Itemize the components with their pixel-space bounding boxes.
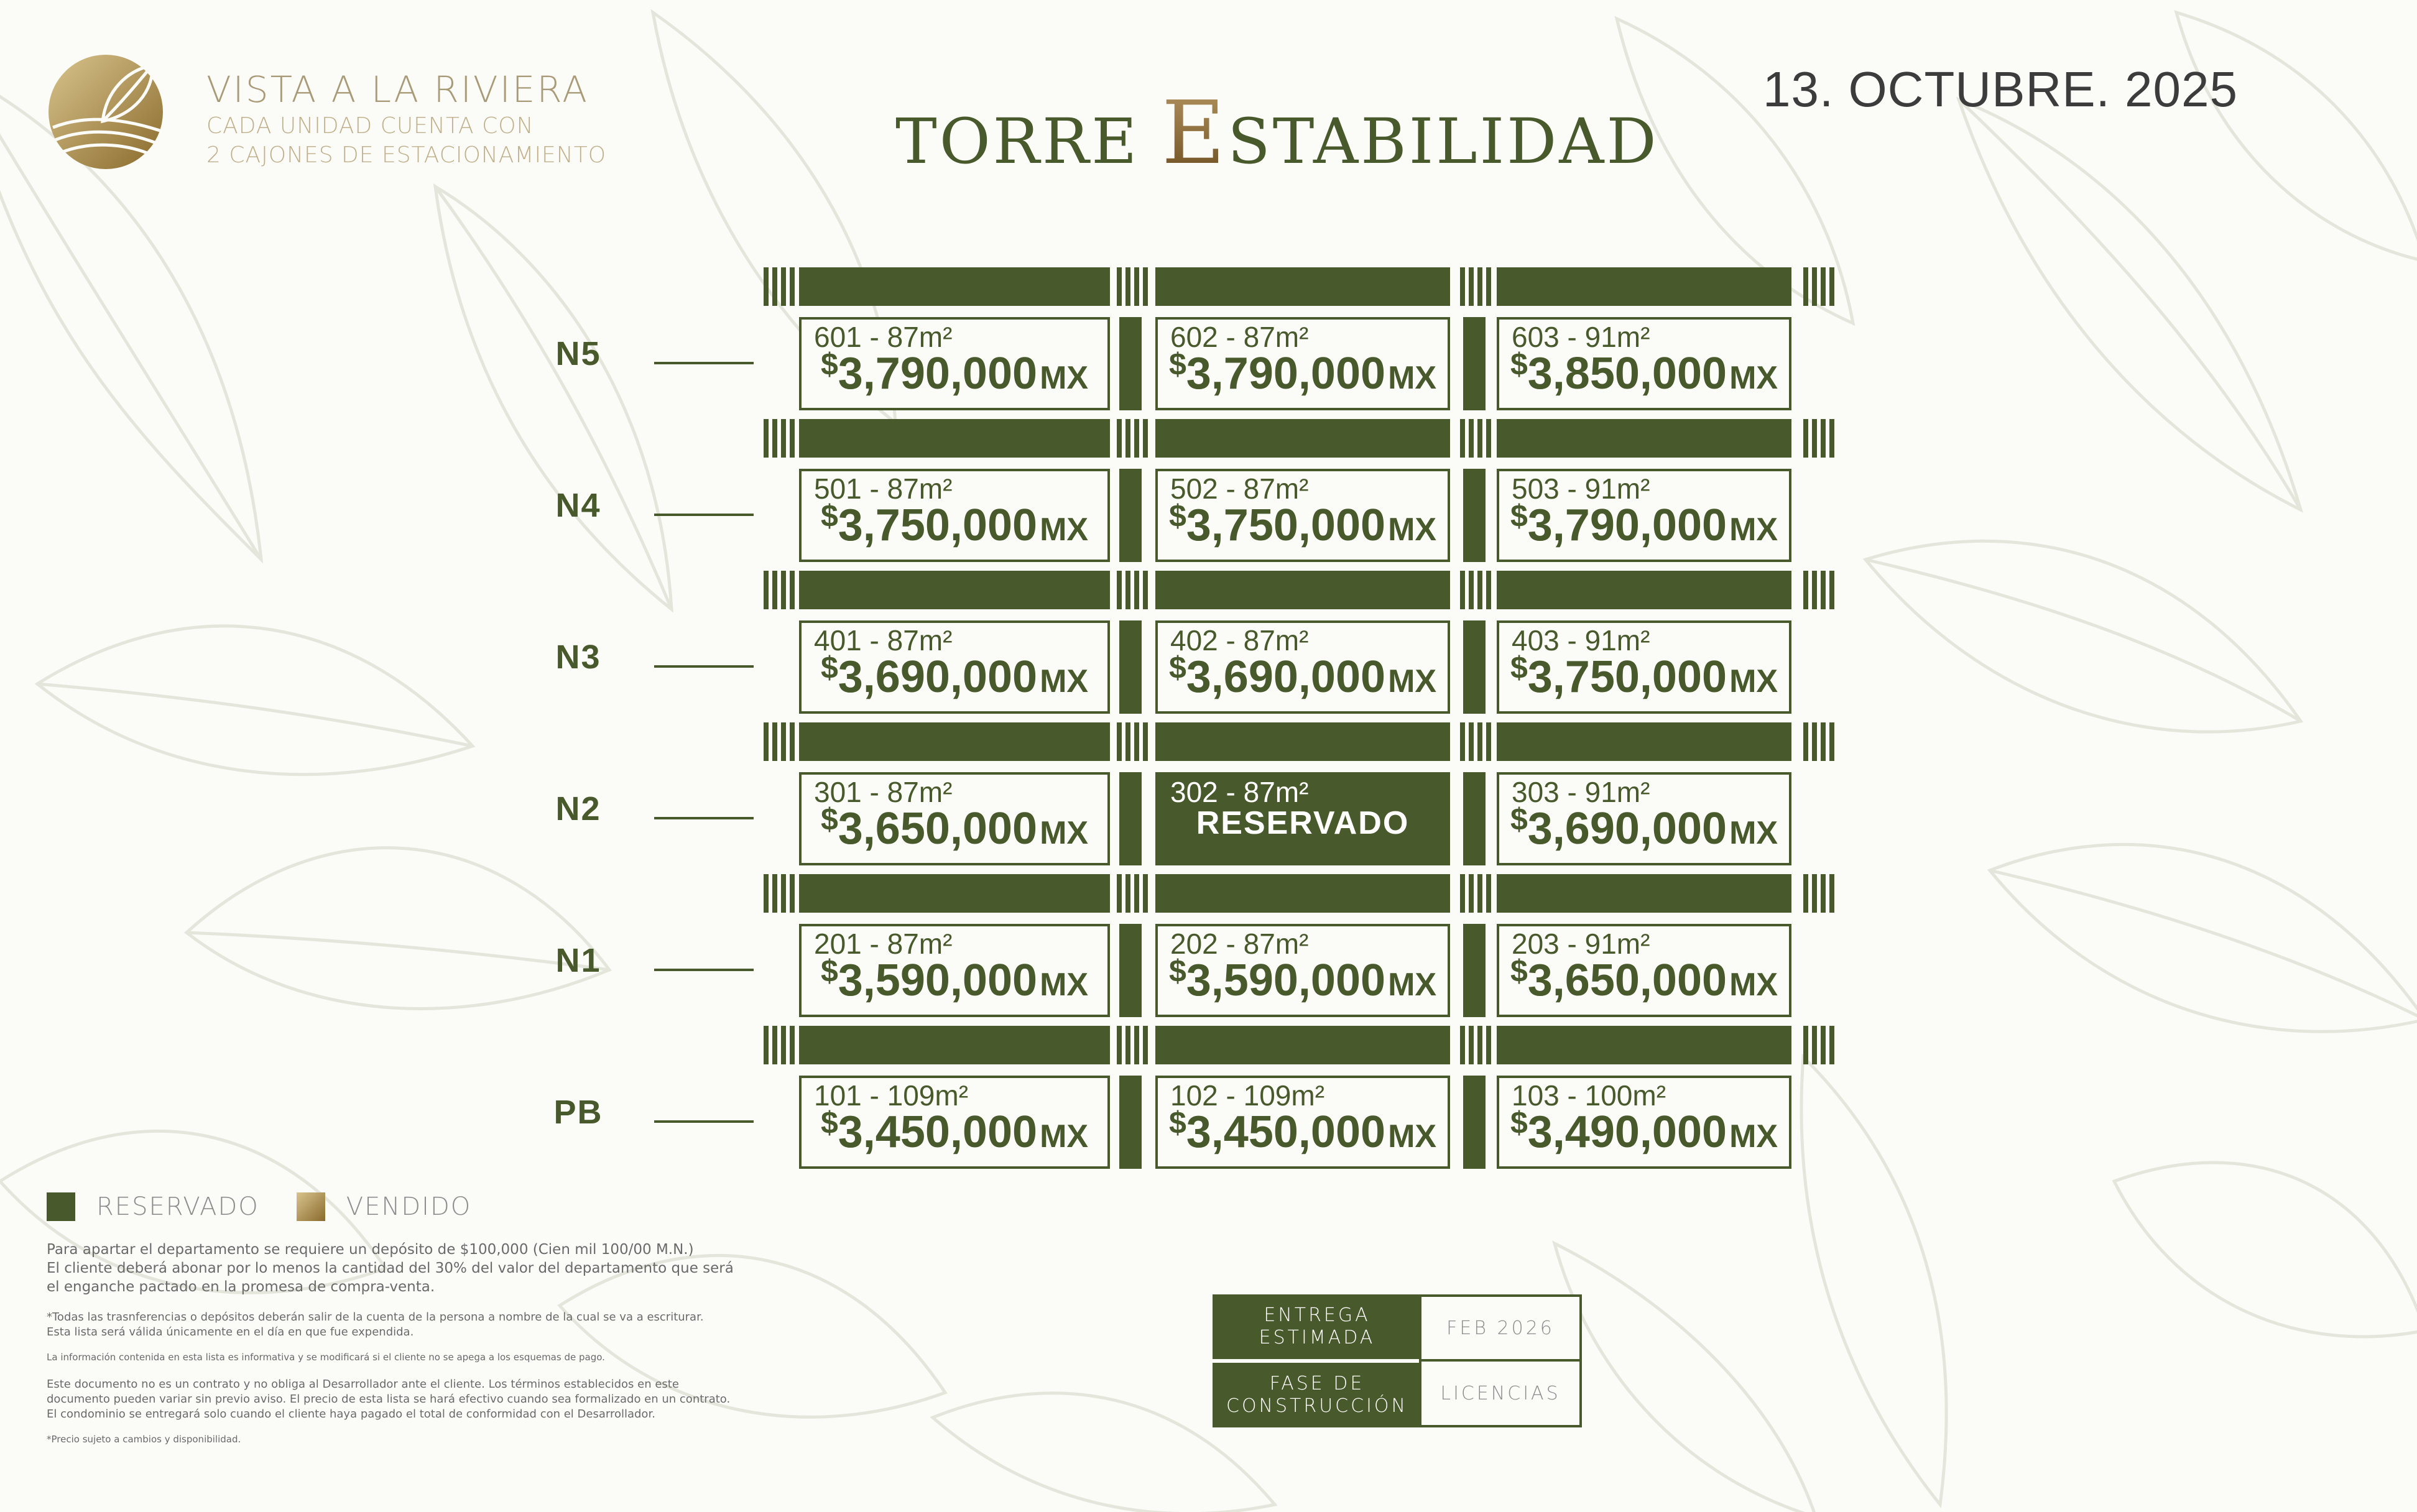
unit-id: 102 - 109m² xyxy=(1170,1079,1325,1112)
transfer-note xyxy=(47,1310,793,1340)
unit-price xyxy=(1499,490,1789,556)
unit-card[interactable] xyxy=(1155,469,1450,562)
floor-label: N5 xyxy=(555,335,601,372)
price-disclaimer: *Precio sujeto a cambios y disponibilidad. xyxy=(47,1434,241,1445)
unit-id: 103 - 100m² xyxy=(1512,1079,1666,1112)
unit-card[interactable] xyxy=(1155,924,1450,1017)
delivery-key-line-2: ESTIMADA xyxy=(1259,1327,1375,1348)
contract-note xyxy=(47,1377,793,1422)
floor-leader-line xyxy=(654,969,754,971)
floor-label: N3 xyxy=(555,638,601,676)
legend-sold-label: VENDIDO xyxy=(346,1192,472,1221)
slab-stair-stripes xyxy=(764,1026,798,1064)
unit-card[interactable] xyxy=(1155,772,1450,865)
unit-price xyxy=(802,642,1107,708)
unit-card[interactable] xyxy=(1497,469,1791,562)
structural-pillar xyxy=(1463,924,1486,1017)
structural-pillar xyxy=(1463,317,1486,410)
structural-pillar xyxy=(1119,1076,1142,1169)
deposit-note-line-3: el enganche pactado en la promesa de compra-venta. xyxy=(47,1279,435,1295)
floor-slab-bar xyxy=(1155,571,1450,609)
unit-id: 203 - 91m² xyxy=(1512,928,1650,960)
floor-leader-line xyxy=(654,1120,754,1123)
unit-price xyxy=(1158,1097,1448,1163)
unit-id: 401 - 87m² xyxy=(814,624,953,657)
currency-suffix: MX xyxy=(1729,663,1778,699)
currency-symbol: $ xyxy=(1168,347,1186,382)
currency-suffix: MX xyxy=(1388,663,1437,699)
currency-suffix: MX xyxy=(1040,663,1089,699)
terms-notes xyxy=(47,1240,793,1459)
currency-symbol: $ xyxy=(1510,347,1528,382)
unit-price xyxy=(802,793,1107,859)
unit-price xyxy=(1158,490,1448,556)
unit-id: 302 - 87m² xyxy=(1170,776,1309,808)
tower-title-rest: STABILIDAD xyxy=(1227,105,1659,178)
floor-slab-bar xyxy=(1497,1026,1791,1064)
delivery-key-line-1: ENTREGA xyxy=(1264,1304,1370,1326)
unit-price xyxy=(1499,1097,1789,1163)
slab-stair-stripes xyxy=(764,419,798,458)
construction-phase-key xyxy=(1213,1363,1421,1427)
floor-leader-line xyxy=(654,362,754,364)
currency-suffix: MX xyxy=(1388,967,1437,1003)
transfer-note-line-2: Esta lista será válida únicamente en el día en que fue expendida. xyxy=(47,1325,414,1339)
structural-pillar xyxy=(1463,772,1486,865)
floor-label: N4 xyxy=(555,487,601,524)
price-value: 3,790,000 xyxy=(1527,500,1727,550)
currency-suffix: MX xyxy=(1040,1118,1089,1155)
tower-title-prefix: TORRE xyxy=(895,105,1162,178)
unit-price xyxy=(802,490,1107,556)
legend-sold-swatch xyxy=(297,1192,325,1221)
delivery-key xyxy=(1213,1294,1421,1359)
tower-title-capital: E xyxy=(1162,83,1228,184)
currency-symbol: $ xyxy=(820,347,838,382)
floor-label: N1 xyxy=(555,942,601,979)
unit-card[interactable] xyxy=(1497,924,1791,1017)
slab-stair-stripes xyxy=(1117,1026,1152,1064)
currency-symbol: $ xyxy=(1168,650,1186,685)
currency-suffix: MX xyxy=(1729,967,1778,1003)
slab-stair-stripes xyxy=(1117,419,1152,458)
slab-stair-stripes xyxy=(764,571,798,609)
currency-suffix: MX xyxy=(1040,512,1089,548)
slab-stair-stripes xyxy=(1460,1026,1495,1064)
brand-block xyxy=(206,68,607,170)
slab-stair-stripes xyxy=(1803,722,1838,761)
slab-stair-stripes xyxy=(1460,267,1495,306)
unit-status-badge: RESERVADO xyxy=(1196,805,1410,841)
legend xyxy=(47,1192,509,1221)
price-value: 3,850,000 xyxy=(1527,349,1727,399)
structural-pillar xyxy=(1463,1076,1486,1169)
unit-price xyxy=(1499,642,1789,708)
deposit-note-line-2: El cliente deberá abonar por lo menos la cantidad del 30% del valor del departamento que será xyxy=(47,1260,734,1276)
currency-suffix: MX xyxy=(1040,967,1089,1003)
slab-stair-stripes xyxy=(1803,419,1838,458)
unit-card[interactable] xyxy=(799,1076,1110,1169)
floor-slab-bar xyxy=(1497,571,1791,609)
unit-card[interactable] xyxy=(1497,620,1791,714)
currency-symbol: $ xyxy=(820,802,838,837)
currency-symbol: $ xyxy=(1510,499,1528,533)
currency-symbol: $ xyxy=(1168,954,1186,989)
currency-suffix: MX xyxy=(1388,360,1437,396)
unit-id: 201 - 87m² xyxy=(814,928,953,960)
construction-phase-key-line-2: CONSTRUCCIÓN xyxy=(1226,1395,1408,1417)
floor-slab-bar xyxy=(799,267,1110,306)
unit-id: 602 - 87m² xyxy=(1170,321,1309,353)
slab-stair-stripes xyxy=(764,722,798,761)
contract-note-line-2: documento pueden variar sin previo aviso. El precio de esta lista se hará efectivo cuando sea formalizado en un contrato. xyxy=(47,1393,731,1406)
floor-leader-line xyxy=(654,514,754,516)
structural-pillar xyxy=(1119,317,1142,410)
structural-pillar xyxy=(1119,469,1142,562)
price-value: 3,450,000 xyxy=(838,1107,1038,1157)
unit-id: 502 - 87m² xyxy=(1170,472,1309,505)
transfer-note-line-1: *Todas las trasnferencias o depósitos deberán salir de la cuenta de la persona a nombre de la cual se va a escriturar. xyxy=(47,1311,704,1324)
currency-suffix: MX xyxy=(1040,360,1089,396)
unit-card[interactable] xyxy=(799,772,1110,865)
legend-reserved-label: RESERVADO xyxy=(96,1192,259,1221)
slab-stair-stripes xyxy=(1803,1026,1838,1064)
brand-logo xyxy=(47,53,165,171)
floor-slab-bar xyxy=(1497,267,1791,306)
structural-pillar xyxy=(1463,620,1486,714)
structural-pillar xyxy=(1463,469,1486,562)
slab-stair-stripes xyxy=(1803,571,1838,609)
slab-stair-stripes xyxy=(764,267,798,306)
delivery-info-table xyxy=(1213,1294,1582,1427)
slab-stair-stripes xyxy=(1117,874,1152,913)
price-value: 3,690,000 xyxy=(1527,804,1727,854)
unit-price xyxy=(1499,945,1789,1011)
unit-card[interactable] xyxy=(1155,1076,1450,1169)
floor-leader-line xyxy=(654,817,754,819)
currency-symbol: $ xyxy=(1168,499,1186,533)
unit-card[interactable] xyxy=(799,317,1110,410)
unit-id: 402 - 87m² xyxy=(1170,624,1309,657)
price-value: 3,790,000 xyxy=(838,349,1038,399)
price-value: 3,450,000 xyxy=(1186,1107,1386,1157)
brand-title: VISTA A LA RIVIERA xyxy=(206,68,589,111)
unit-price xyxy=(802,1097,1107,1163)
tower-title xyxy=(895,83,1659,184)
unit-card[interactable] xyxy=(799,469,1110,562)
slab-stair-stripes xyxy=(1117,571,1152,609)
deposit-note xyxy=(47,1240,793,1296)
information-note: La información contenida en esta lista es informativa y se modificará si el cliente no se apega a los esquemas de pago. xyxy=(47,1352,605,1363)
currency-symbol: $ xyxy=(820,1105,838,1140)
slab-stair-stripes xyxy=(1460,419,1495,458)
deposit-note-line-1: Para apartar el departamento se requiere un depósito de $100,000 (Cien mil 100/00 M.N.) xyxy=(47,1242,694,1258)
unit-id: 603 - 91m² xyxy=(1512,321,1650,353)
unit-price xyxy=(1499,793,1789,859)
unit-id: 301 - 87m² xyxy=(814,776,953,808)
construction-phase-key-line-1: FASE DE xyxy=(1269,1373,1365,1394)
unit-card[interactable] xyxy=(1497,772,1791,865)
price-list-date: 13. OCTUBRE. 2025 xyxy=(1763,62,2238,117)
unit-id: 303 - 91m² xyxy=(1512,776,1650,808)
unit-id: 501 - 87m² xyxy=(814,472,953,505)
unit-card[interactable] xyxy=(1155,620,1450,714)
construction-phase-value: LICENCIAS xyxy=(1419,1359,1582,1427)
unit-price xyxy=(1158,642,1448,708)
currency-symbol: $ xyxy=(1168,1105,1186,1140)
brand-subtitle-line-2: 2 CAJONES DE ESTACIONAMIENTO xyxy=(206,142,607,168)
floor-slab-bar xyxy=(799,1026,1110,1064)
floor-slab-bar xyxy=(799,419,1110,458)
price-value: 3,750,000 xyxy=(1186,500,1386,550)
unit-id: 503 - 91m² xyxy=(1512,472,1650,505)
currency-symbol: $ xyxy=(820,499,838,533)
price-value: 3,750,000 xyxy=(838,500,1038,550)
unit-id: 202 - 87m² xyxy=(1170,928,1309,960)
floor-label: N2 xyxy=(555,790,601,827)
contract-note-line-3: El condominio se entregará solo cuando el cliente haya pagado el total de conformidad con el Desarrollador. xyxy=(47,1408,655,1421)
slab-stair-stripes xyxy=(1117,722,1152,761)
floor-leader-line xyxy=(654,665,754,668)
currency-symbol: $ xyxy=(820,954,838,989)
price-value: 3,650,000 xyxy=(838,804,1038,854)
unit-price xyxy=(1499,338,1789,404)
contract-note-line-1: Este documento no es un contrato y no obliga al Desarrollador ante el cliente. Los términos establecidos en este xyxy=(47,1378,679,1391)
slab-stair-stripes xyxy=(1460,571,1495,609)
unit-price xyxy=(1158,945,1448,1011)
unit-card[interactable] xyxy=(799,620,1110,714)
brand-subtitle-line-1: CADA UNIDAD CUENTA CON xyxy=(206,113,534,139)
delivery-value: FEB 2026 xyxy=(1419,1294,1582,1362)
floor-slab-bar xyxy=(1497,722,1791,761)
currency-suffix: MX xyxy=(1040,815,1089,851)
slab-stair-stripes xyxy=(1460,722,1495,761)
floor-slab-bar xyxy=(1155,267,1450,306)
unit-card[interactable] xyxy=(1155,317,1450,410)
slab-stair-stripes xyxy=(1803,874,1838,913)
legend-reserved-swatch xyxy=(47,1192,75,1221)
price-value: 3,490,000 xyxy=(1527,1107,1727,1157)
floor-slab-bar xyxy=(799,722,1110,761)
floor-label: PB xyxy=(553,1094,603,1131)
unit-price xyxy=(1158,338,1448,404)
floor-slab-bar xyxy=(1155,1026,1450,1064)
structural-pillar xyxy=(1119,772,1142,865)
price-value: 3,650,000 xyxy=(1527,956,1727,1005)
currency-suffix: MX xyxy=(1729,360,1778,396)
currency-symbol: $ xyxy=(1510,954,1528,989)
unit-id: 403 - 91m² xyxy=(1512,624,1650,657)
structural-pillar xyxy=(1119,924,1142,1017)
currency-symbol: $ xyxy=(820,650,838,685)
structural-pillar xyxy=(1119,620,1142,714)
unit-price xyxy=(802,945,1107,1011)
floor-slab-bar xyxy=(1497,419,1791,458)
currency-suffix: MX xyxy=(1729,815,1778,851)
currency-suffix: MX xyxy=(1388,512,1437,548)
floor-slab-bar xyxy=(1497,874,1791,913)
slab-stair-stripes xyxy=(1117,267,1152,306)
currency-symbol: $ xyxy=(1510,1105,1528,1140)
building-floor-grid xyxy=(553,267,1834,1169)
unit-price xyxy=(802,338,1107,404)
currency-suffix: MX xyxy=(1388,1118,1437,1155)
slab-stair-stripes xyxy=(1803,267,1838,306)
currency-suffix: MX xyxy=(1729,512,1778,548)
price-value: 3,590,000 xyxy=(838,956,1038,1005)
price-value: 3,590,000 xyxy=(1186,956,1386,1005)
floor-slab-bar xyxy=(1155,419,1450,458)
currency-symbol: $ xyxy=(1510,802,1528,837)
price-value: 3,690,000 xyxy=(1186,652,1386,702)
unit-id: 601 - 87m² xyxy=(814,321,953,353)
price-value: 3,690,000 xyxy=(838,652,1038,702)
unit-card[interactable] xyxy=(1497,1076,1791,1169)
currency-symbol: $ xyxy=(1510,650,1528,685)
slab-stair-stripes xyxy=(1460,874,1495,913)
slab-stair-stripes xyxy=(764,874,798,913)
unit-card[interactable] xyxy=(1497,317,1791,410)
price-value: 3,750,000 xyxy=(1527,652,1727,702)
floor-slab-bar xyxy=(799,874,1110,913)
floor-slab-bar xyxy=(799,571,1110,609)
unit-card[interactable] xyxy=(799,924,1110,1017)
currency-suffix: MX xyxy=(1729,1118,1778,1155)
price-value: 3,790,000 xyxy=(1186,349,1386,399)
unit-id: 101 - 109m² xyxy=(814,1079,969,1112)
floor-slab-bar xyxy=(1155,874,1450,913)
floor-slab-bar xyxy=(1155,722,1450,761)
